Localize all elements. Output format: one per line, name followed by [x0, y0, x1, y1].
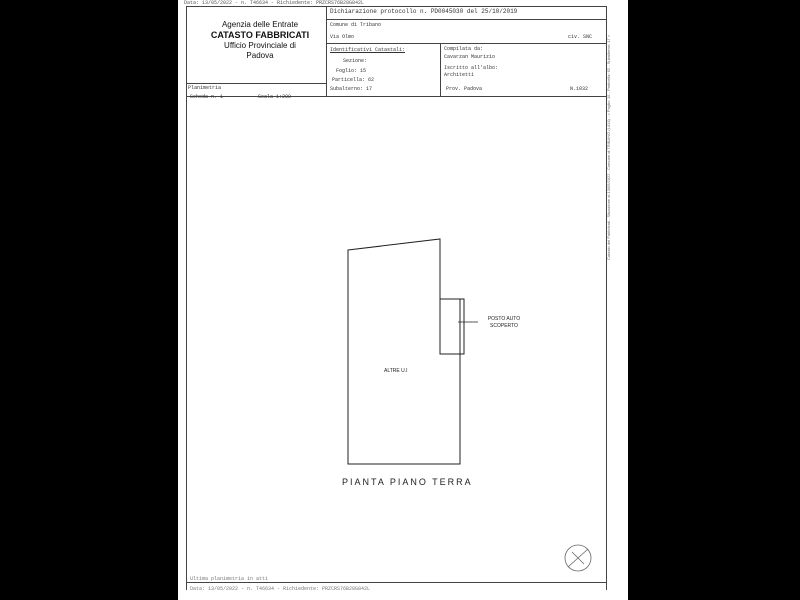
declaration-label: Dichiarazione protocollo n. — [330, 8, 428, 15]
iscritto-label: Iscritto all'albo: — [444, 65, 499, 71]
ufficio-city: Padova — [246, 51, 274, 61]
planimetria-label: Planimetria — [188, 85, 222, 91]
identificativi-title: Identificativi Catastali: — [330, 47, 406, 53]
posto-auto-line-1: POSTO AUTO — [487, 316, 521, 322]
footer-line-1: Ultima planimetria in atti — [190, 576, 269, 582]
compilata-name: Cavarzan Maurizio — [444, 54, 496, 60]
particella: Particella: 62 — [332, 77, 375, 83]
declaration-date-label: del — [466, 8, 478, 15]
scala-label: Scala 1:200 — [258, 94, 292, 100]
cadastral-plan-sheet — [178, 0, 628, 600]
comune: Comune di Tribano — [330, 22, 382, 28]
footer-line-2: Data: 13/05/2022 - n. T46634 - Richiedente: PRZCRS76B28G842L — [190, 586, 371, 592]
iscritto-albo: Architetti — [444, 72, 475, 78]
via: Via Olmo — [330, 34, 355, 40]
altre-ui-outline — [348, 239, 460, 464]
civico: civ. SNC — [568, 34, 593, 40]
compilata-title: Compilata da: — [444, 46, 484, 52]
iscrizione-numero: N.1032 — [570, 86, 589, 92]
altre-ui-label: ALTRE U.I — [384, 368, 408, 374]
scheda-label: Scheda n. 1 — [190, 94, 224, 100]
declaration-date: 25/10/2019 — [481, 8, 518, 15]
posto-auto-label — [478, 316, 530, 330]
side-note: Catasto dei Fabbricati - Situazione al 13/05/2022 - Comune di TRIBANO (L414) - < Foglio: 15 - Particella: 62 - Subalterno: 17 > — [606, 34, 611, 260]
catasto-title: CATASTO FABBRICATI — [210, 30, 310, 40]
header-line: Data: 13/05/2022 - n. T46634 - Richiedente: PRZCRS76B28G842L — [184, 0, 365, 6]
declaration-number: PD0045030 — [430, 8, 464, 15]
posto-auto-line-2: SCOPERTO — [490, 323, 518, 329]
plan-title: PIANTA PIANO TERRA — [342, 477, 473, 487]
compass-stamp — [565, 545, 591, 571]
subalterno: Subalterno: 17 — [330, 86, 373, 92]
agency-name: Agenzia delle Entrate — [221, 20, 299, 29]
floor-plan-drawing — [178, 0, 628, 600]
provincia: Prov. Padova — [446, 86, 483, 92]
sezione: Sezione: — [343, 58, 368, 64]
foglio: Foglio: 15 — [336, 68, 367, 74]
ufficio-label: Ufficio Provinciale di — [224, 41, 296, 51]
